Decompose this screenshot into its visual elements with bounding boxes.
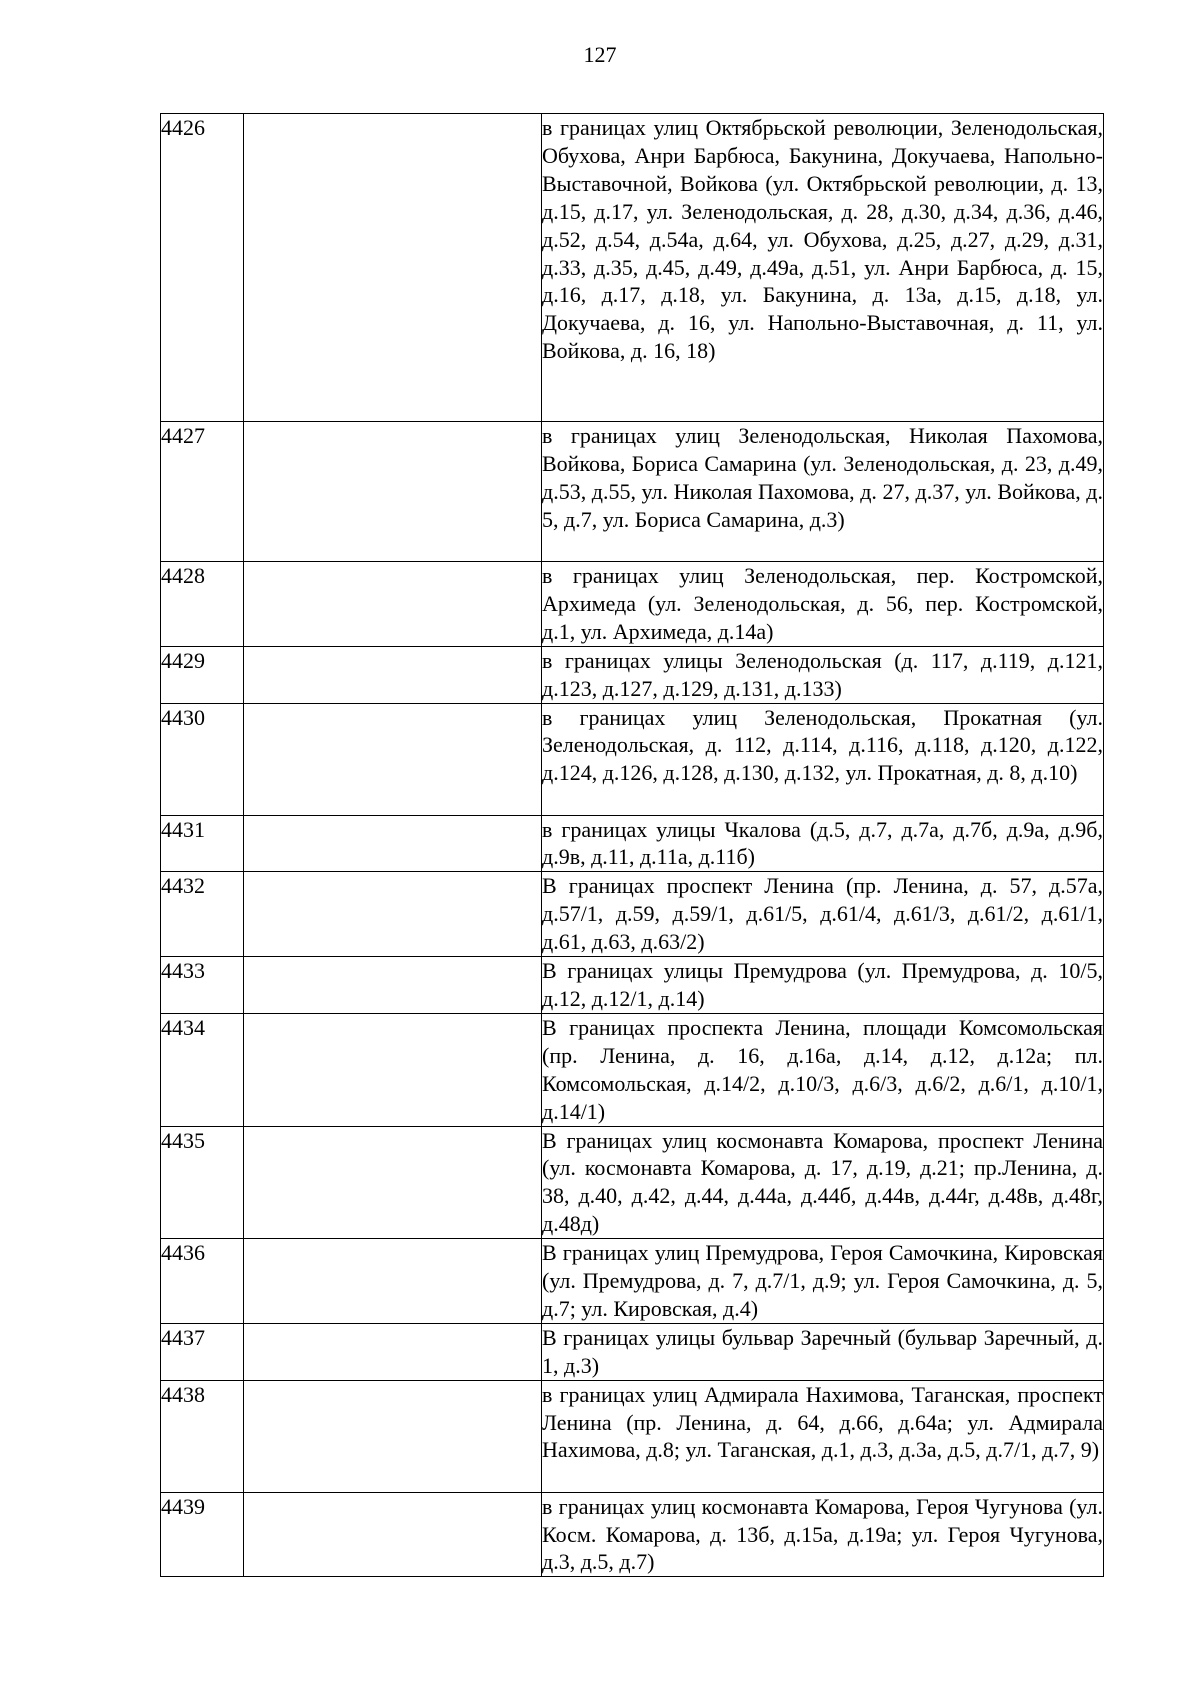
district-boundaries: в границах улиц Зеленодольская, Николая Пахомова, Войкова, Бориса Самарина (ул. Зеленодольская, д. 23, д.49, д.53, д.55, ул. Николая Пахомова, д. 27, д.37, ул. Войкова, д. 5, д.7, ул. Бориса Самарина, д.3) bbox=[542, 422, 1104, 562]
district-number: 4426 bbox=[161, 114, 244, 422]
district-number: 4439 bbox=[161, 1492, 244, 1577]
empty-cell bbox=[244, 815, 542, 872]
empty-cell bbox=[244, 114, 542, 422]
district-number: 4429 bbox=[161, 646, 244, 703]
districts-table-body bbox=[161, 114, 1104, 1577]
district-number: 4431 bbox=[161, 815, 244, 872]
districts-table bbox=[160, 113, 1104, 1577]
table-row bbox=[161, 703, 1104, 815]
empty-cell bbox=[244, 646, 542, 703]
table-row bbox=[161, 1013, 1104, 1126]
district-boundaries: В границах улиц Премудрова, Героя Самочкина, Кировская (ул. Премудрова, д. 7, д.7/1, д.9; ул. Героя Самочкина, д. 5, д.7; ул. Кировская, д.4) bbox=[542, 1239, 1104, 1324]
table-row bbox=[161, 562, 1104, 647]
empty-cell bbox=[244, 872, 542, 957]
table-row bbox=[161, 646, 1104, 703]
table-row bbox=[161, 1492, 1104, 1577]
empty-cell bbox=[244, 562, 542, 647]
table-row bbox=[161, 957, 1104, 1014]
district-number: 4427 bbox=[161, 422, 244, 562]
page-number: 127 bbox=[583, 42, 617, 67]
table-row bbox=[161, 114, 1104, 422]
table-row bbox=[161, 815, 1104, 872]
district-boundaries: в границах улиц космонавта Комарова, Героя Чугунова (ул. Косм. Комарова, д. 13б, д.15а, д.19а; ул. Героя Чугунова, д.3, д.5, д.7) bbox=[542, 1492, 1104, 1577]
district-boundaries: в границах улиц Октябрьской революции, Зеленодольская, Обухова, Анри Барбюса, Бакунина, Докучаева, Напольно-Выставочной, Войкова (ул. Октябрьской революции, д. 13, д.15, д.17, ул. Зеленодольская, д. 28, д.30, д.34, д.36, д.46, д.52, д.54, д.54а, д.64, ул. Обухова, д.25, д.27, д.29, д.31, д.33, д.35, д.45, д.49, д.49а, д.51, ул. Анри Барбюса, д. 15, д.16, д.17, д.18, ул. Бакунина, д. 13а, д.15, д.18, ул. Докучаева, д. 16, ул. Напольно-Выставочная, д. 11, ул. Войкова, д. 16, 18) bbox=[542, 114, 1104, 422]
district-boundaries: в границах улицы Зеленодольская (д. 117, д.119, д.121, д.123, д.127, д.129, д.131, д.133) bbox=[542, 646, 1104, 703]
district-boundaries: в границах улиц Зеленодольская, Прокатная (ул. Зеленодольская, д. 112, д.114, д.116, д.118, д.120, д.122, д.124, д.126, д.128, д.130, д.132, ул. Прокатная, д. 8, д.10) bbox=[542, 703, 1104, 815]
district-number: 4433 bbox=[161, 957, 244, 1014]
table-row bbox=[161, 1126, 1104, 1239]
district-number: 4437 bbox=[161, 1323, 244, 1380]
district-number: 4438 bbox=[161, 1380, 244, 1492]
district-boundaries: В границах проспект Ленина (пр. Ленина, д. 57, д.57а, д.57/1, д.59, д.59/1, д.61/5, д.61/4, д.61/3, д.61/2, д.61/1, д.61, д.63, д.63/2) bbox=[542, 872, 1104, 957]
district-number: 4434 bbox=[161, 1013, 244, 1126]
empty-cell bbox=[244, 957, 542, 1014]
district-boundaries: В границах проспекта Ленина, площади Комсомольская (пр. Ленина, д. 16, д.16а, д.14, д.12, д.12а; пл. Комсомольская, д.14/2, д.10/3, д.6/3, д.6/2, д.6/1, д.10/1, д.14/1) bbox=[542, 1013, 1104, 1126]
table-row bbox=[161, 1323, 1104, 1380]
empty-cell bbox=[244, 1492, 542, 1577]
district-number: 4428 bbox=[161, 562, 244, 647]
empty-cell bbox=[244, 1380, 542, 1492]
district-boundaries: В границах улицы Премудрова (ул. Премудрова, д. 10/5, д.12, д.12/1, д.14) bbox=[542, 957, 1104, 1014]
empty-cell bbox=[244, 1013, 542, 1126]
empty-cell bbox=[244, 703, 542, 815]
district-boundaries: в границах улиц Адмирала Нахимова, Таганская, проспект Ленина (пр. Ленина, д. 64, д.66, д.64а; ул. Адмирала Нахимова, д.8; ул. Таганская, д.1, д.3, д.3а, д.5, д.7/1, д.7, 9) bbox=[542, 1380, 1104, 1492]
empty-cell bbox=[244, 1323, 542, 1380]
district-number: 4432 bbox=[161, 872, 244, 957]
district-number: 4430 bbox=[161, 703, 244, 815]
district-boundaries: В границах улицы бульвар Заречный (бульвар Заречный, д. 1, д.3) bbox=[542, 1323, 1104, 1380]
table-row bbox=[161, 872, 1104, 957]
empty-cell bbox=[244, 1126, 542, 1239]
district-boundaries: в границах улицы Чкалова (д.5, д.7, д.7а, д.7б, д.9а, д.9б, д.9в, д.11, д.11а, д.11б) bbox=[542, 815, 1104, 872]
district-number: 4436 bbox=[161, 1239, 244, 1324]
district-boundaries: в границах улиц Зеленодольская, пер. Костромской, Архимеда (ул. Зеленодольская, д. 56, пер. Костромской, д.1, ул. Архимеда, д.14а) bbox=[542, 562, 1104, 647]
empty-cell bbox=[244, 422, 542, 562]
district-number: 4435 bbox=[161, 1126, 244, 1239]
table-row bbox=[161, 1380, 1104, 1492]
table-row bbox=[161, 422, 1104, 562]
district-boundaries: В границах улиц космонавта Комарова, проспект Ленина (ул. космонавта Комарова, д. 17, д.19, д.21; пр.Ленина, д. 38, д.40, д.42, д.44, д.44а, д.44б, д.44в, д.44г, д.48в, д.48г, д.48д) bbox=[542, 1126, 1104, 1239]
table-row bbox=[161, 1239, 1104, 1324]
empty-cell bbox=[244, 1239, 542, 1324]
